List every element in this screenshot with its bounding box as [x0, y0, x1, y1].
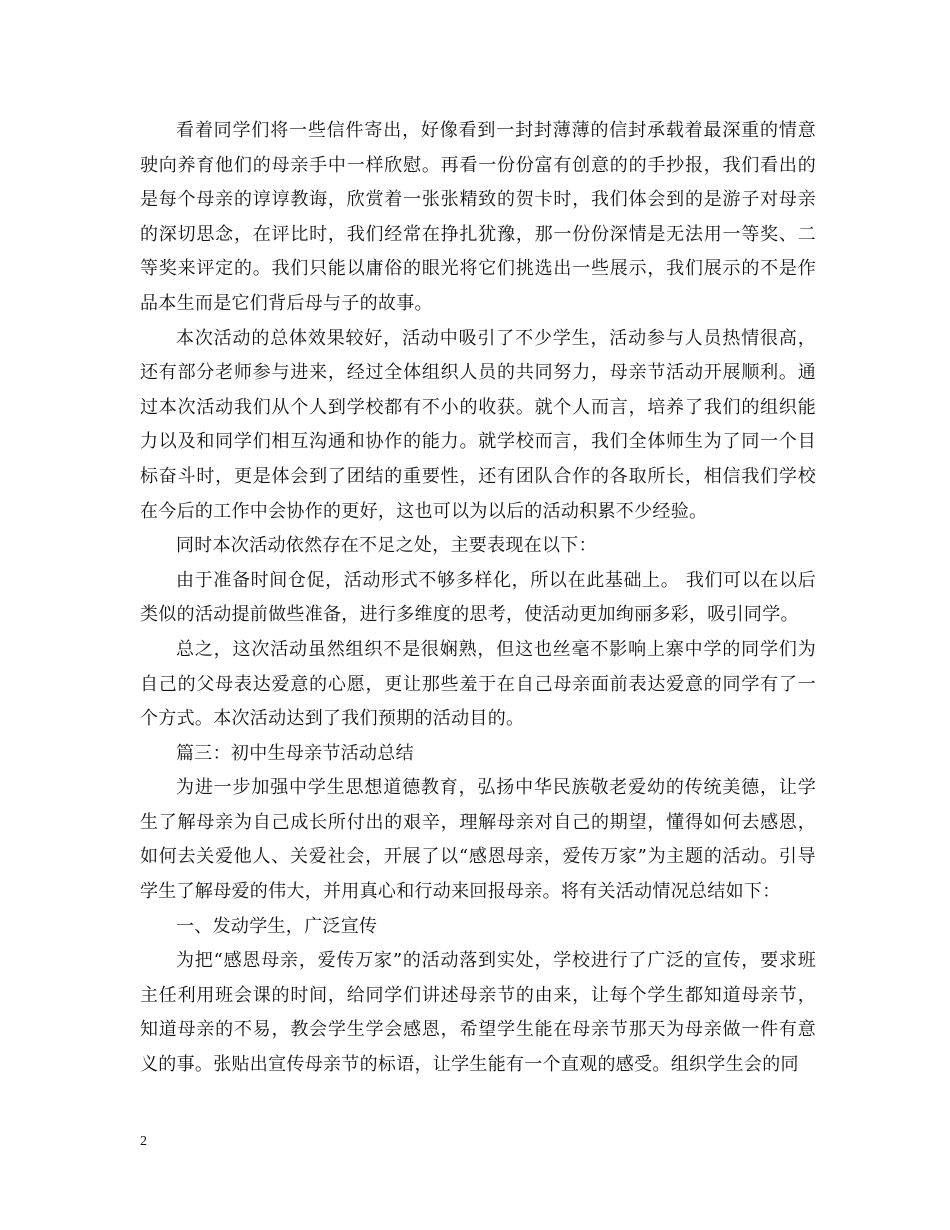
paragraph-shortcomings-detail: 由于准备时间仓促，活动形式不够多样化，所以在此基础上。 我们可以在以后类似的活动提前做些准备，进行多维度的思考，使活动更加绚丽多彩，吸引同学。 — [140, 569, 816, 626]
document-body — [140, 114, 816, 1083]
section-heading-part-three: 篇三：初中生母亲节活动总结 — [176, 742, 414, 764]
paragraph-letters-and-cards: 看着同学们将一些信件寄出，好像看到一封封薄薄的信封承载着最深重的情意驶向养育他们的母亲手中一样欣慰。再看一份份富有创意的的手抄报，我们看出的是每个母亲的谆谆教诲，欣赏着一张张精致的贺卡时，我们体会到的是游子对母亲的深切思念，在评比时，我们经常在挣扎犹豫，那一份份深情是无法用一等奖、二等奖来评定的。我们只能以庸俗的眼光将它们挑选出一些展示，我们展示的不是作品本生而是它们背后母与子的故事。 — [140, 120, 816, 314]
page-number: 2 — [140, 1134, 147, 1149]
paragraph-overall-effect: 本次活动的总体效果较好，活动中吸引了不少学生，活动参与人员热情很高，还有部分老师参与进来，经过全体组织人员的共同努力，母亲节活动开展顺利。通过本次活动我们从个人到学校都有不小的收获。就个人而言，培养了我们的组织能力以及和同学们相互沟通和协作的能力。就学校而言，我们全体师生为了同一个目标奋斗时，更是体会到了团结的重要性，还有团队合作的各取所长，相信我们学校在今后的工作中会协作的更好，这也可以为以后的活动积累不少经验。 — [140, 327, 816, 522]
paragraph-activity-purpose: 为进一步加强中学生思想道德教育，弘扬中华民族敬老爱幼的传统美德，让学生了解母亲为自己成长所付出的艰辛，理解母亲对自己的期望，懂得如何去感恩，如何去关爱他人、关爱社会，开展了以“感恩母亲，爱传万家”为主题的活动。引导学生了解母爱的伟大，并用真心和行动来回报母亲。将有关活动情况总结如下： — [140, 777, 816, 903]
paragraph-conclusion: 总之，这次活动虽然组织不是很娴熟，但这也丝毫不影响上寨中学的同学们为自己的父母表达爱意的心愿，更让那些羞于在自己母亲面前表达爱意的同学有了一个方式。本次活动达到了我们预期的活动目的。 — [140, 638, 816, 730]
subheading-mobilize-students: 一、发动学生，广泛宣传 — [176, 915, 378, 937]
paragraph-publicity: 为把“感恩母亲，爱传万家”的活动落到实处，学校进行了广泛的宣传，要求班主任利用班会课的时间，给同学们讲述母亲节的由来，让每个学生都知道母亲节，知道母亲的不易，教会学生学会感恩，希望学生能在母亲节那天为母亲做一件有意义的事。张贴出宣传母亲节的标语，让学生能有一个直观的感受。组织学生会的同 — [140, 950, 816, 1076]
paragraph-shortcomings-intro: 同时本次活动依然存在不足之处，主要表现在以下： — [176, 535, 597, 557]
